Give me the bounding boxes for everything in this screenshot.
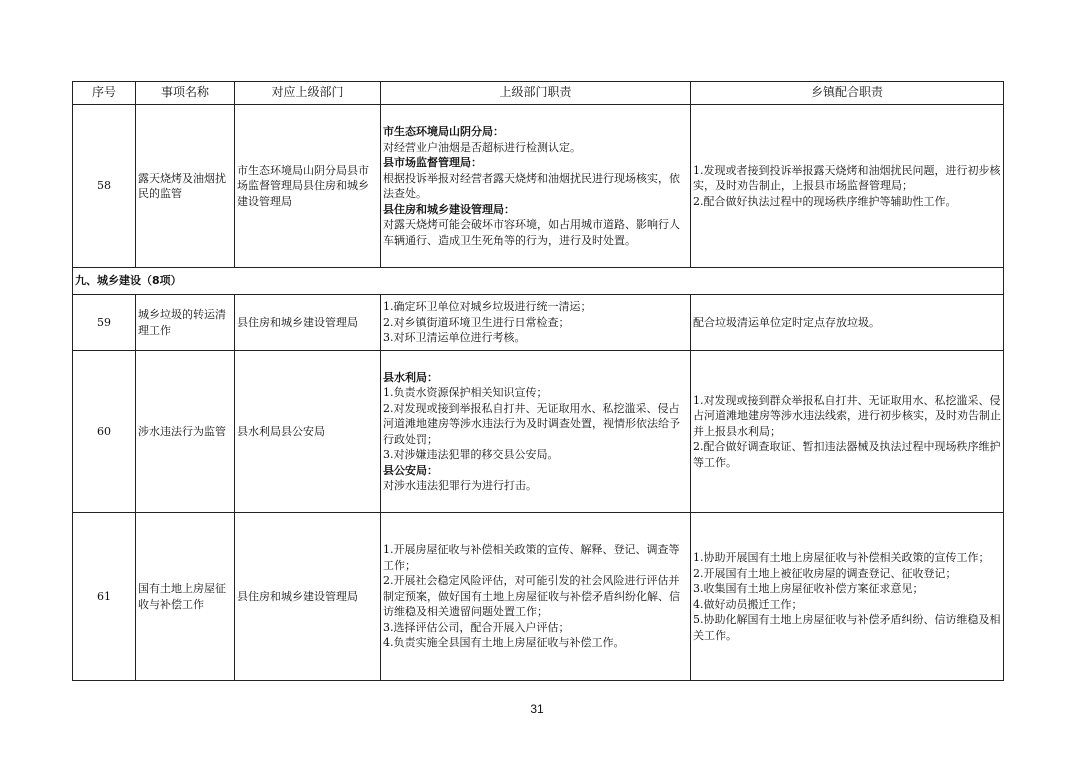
duty-line: 3.对环卫清运单位进行考核。 <box>383 331 526 345</box>
table-body-after <box>73 295 1004 681</box>
department-name: 县住房和城乡建设管理局 <box>235 513 381 681</box>
town-duty-line: 2.开展国有土地上被征收房屋的调查登记、征收登记； <box>693 566 957 580</box>
table-header <box>73 82 1004 105</box>
dept-duties-cell <box>381 105 691 268</box>
dept-duties-cell <box>381 295 691 351</box>
town-duty-line: 5.协助化解国有土地上房屋征收与补偿矛盾纠纷、信访维稳及相关工作。 <box>693 613 1001 642</box>
item-name: 涉水违法行为监管 <box>136 351 235 513</box>
row-number: 58 <box>73 105 136 268</box>
row-number: 60 <box>73 351 136 513</box>
town-duties-cell <box>691 295 1004 351</box>
dept-duties-cell <box>381 513 691 681</box>
town-duty-line: 4.做好动员搬迁工作； <box>693 597 803 611</box>
duty-line: 1.确定环卫单位对城乡垃圾进行统一清运； <box>383 300 592 314</box>
duty-line: 2.开展社会稳定风险评估，对可能引发的社会风险进行评估并制定预案，做好国有土地上房屋征收与补偿矛盾纠纷化解、信访维稳及相关遗留问题处置工作； <box>383 574 680 619</box>
duty-subtitle: 县住房和城乡建设管理局： <box>383 202 515 216</box>
town-duty-line: 配合垃圾清运单位定时定点存放垃圾。 <box>693 315 880 329</box>
table-row <box>73 105 1004 268</box>
department-name: 市生态环境局山阴分局县市场监督管理局县住房和城乡建设管理局 <box>235 105 381 268</box>
duty-line: 1.开展房屋征收与补偿相关政策的宣传、解释、登记、调查等工作； <box>383 543 680 572</box>
town-duties-cell <box>691 351 1004 513</box>
section-row <box>73 268 1004 295</box>
duty-line: 1.负责水资源保护相关知识宣传； <box>383 386 548 399</box>
town-duty-line: 2.配合做好调查取证、暂扣违法器械及执法过程中现场秩序维护等工作。 <box>693 440 1001 469</box>
duty-line: 对经营业户油烟是否超标进行检测认定。 <box>383 140 581 154</box>
duty-line: 对露天烧烤可能会破坏市容环境，如占用城市道路、影响行人车辆通行、造成卫生死角等的行为，进行及时处置。 <box>383 218 680 247</box>
dept-duties-cell <box>381 351 691 513</box>
duty-subtitle: 县水利局： <box>383 370 438 384</box>
table-row <box>73 351 1004 513</box>
header-no: 序号 <box>73 82 136 105</box>
duty-line: 4.负责实施全县国有土地上房屋征收与补偿工作。 <box>383 636 625 650</box>
header-town-duties: 乡镇配合职责 <box>691 82 1004 105</box>
section-title: 九、城乡建设（8项） <box>73 268 1004 295</box>
town-duty-line: 1.发现或者接到投诉举报露天烧烤和油烟扰民问题，进行初步核实，及时劝告制止，上报县市场监督管理局； <box>693 163 1001 193</box>
duty-subtitle: 市生态环境局山阴分局： <box>383 125 504 138</box>
row-number: 59 <box>73 295 136 351</box>
duty-subtitle: 县市场监督管理局： <box>383 156 482 169</box>
town-duty-line: 3.收集国有土地上房屋征收补偿方案征求意见； <box>693 582 924 595</box>
duty-subtitle: 县公安局： <box>383 463 438 477</box>
table-row <box>73 295 1004 351</box>
row-number: 61 <box>73 513 136 681</box>
item-name: 城乡垃圾的转运清理工作 <box>136 295 235 351</box>
department-name: 县住房和城乡建设管理局 <box>235 295 381 351</box>
header-dept-duties: 上级部门职责 <box>381 82 691 105</box>
item-name: 露天烧烤及油烟扰民的监管 <box>136 105 235 268</box>
town-duties-cell <box>691 105 1004 268</box>
header-department: 对应上级部门 <box>235 82 381 105</box>
town-duty-line: 2.配合做好执法过程中的现场秩序维护等辅助性工作。 <box>693 194 957 208</box>
header-item-name: 事项名称 <box>136 82 235 105</box>
item-name: 国有土地上房屋征收与补偿工作 <box>136 513 235 681</box>
duty-line: 2.对乡镇街道环境卫生进行日常检查； <box>383 315 570 329</box>
table-body-before <box>73 105 1004 268</box>
page-number: 31 <box>530 702 544 716</box>
table-row <box>73 513 1004 681</box>
duty-line: 3.对涉嫌违法犯罪的移交县公安局。 <box>383 448 559 461</box>
department-name: 县水利局县公安局 <box>235 351 381 513</box>
town-duties-cell <box>691 513 1004 681</box>
town-duty-line: 1.协助开展国有土地上房屋征收与补偿相关政策的宣传工作； <box>693 551 990 564</box>
document-table <box>72 81 1004 681</box>
duty-line: 对涉水违法犯罪行为进行打击。 <box>383 479 537 492</box>
duty-line: 根据投诉举报对经营者露天烧烤和油烟扰民进行现场核实，依法查处。 <box>383 171 680 200</box>
duty-line: 3.选择评估公司，配合开展入户评估； <box>383 620 570 634</box>
section-body <box>73 268 1004 295</box>
duty-line: 2.对发现或接到举报私自打井、无证取用水、私挖滥采、侵占河道滩地建房等涉水违法行为及时调查处置，视情形依法给予行政处罚； <box>383 401 680 446</box>
town-duty-line: 1.对发现或接到群众举报私自打井、无证取用水、私挖滥采、侵占河道滩地建房等涉水违法线索，进行初步核实，及时劝告制止并上报县水利局； <box>693 393 1001 438</box>
